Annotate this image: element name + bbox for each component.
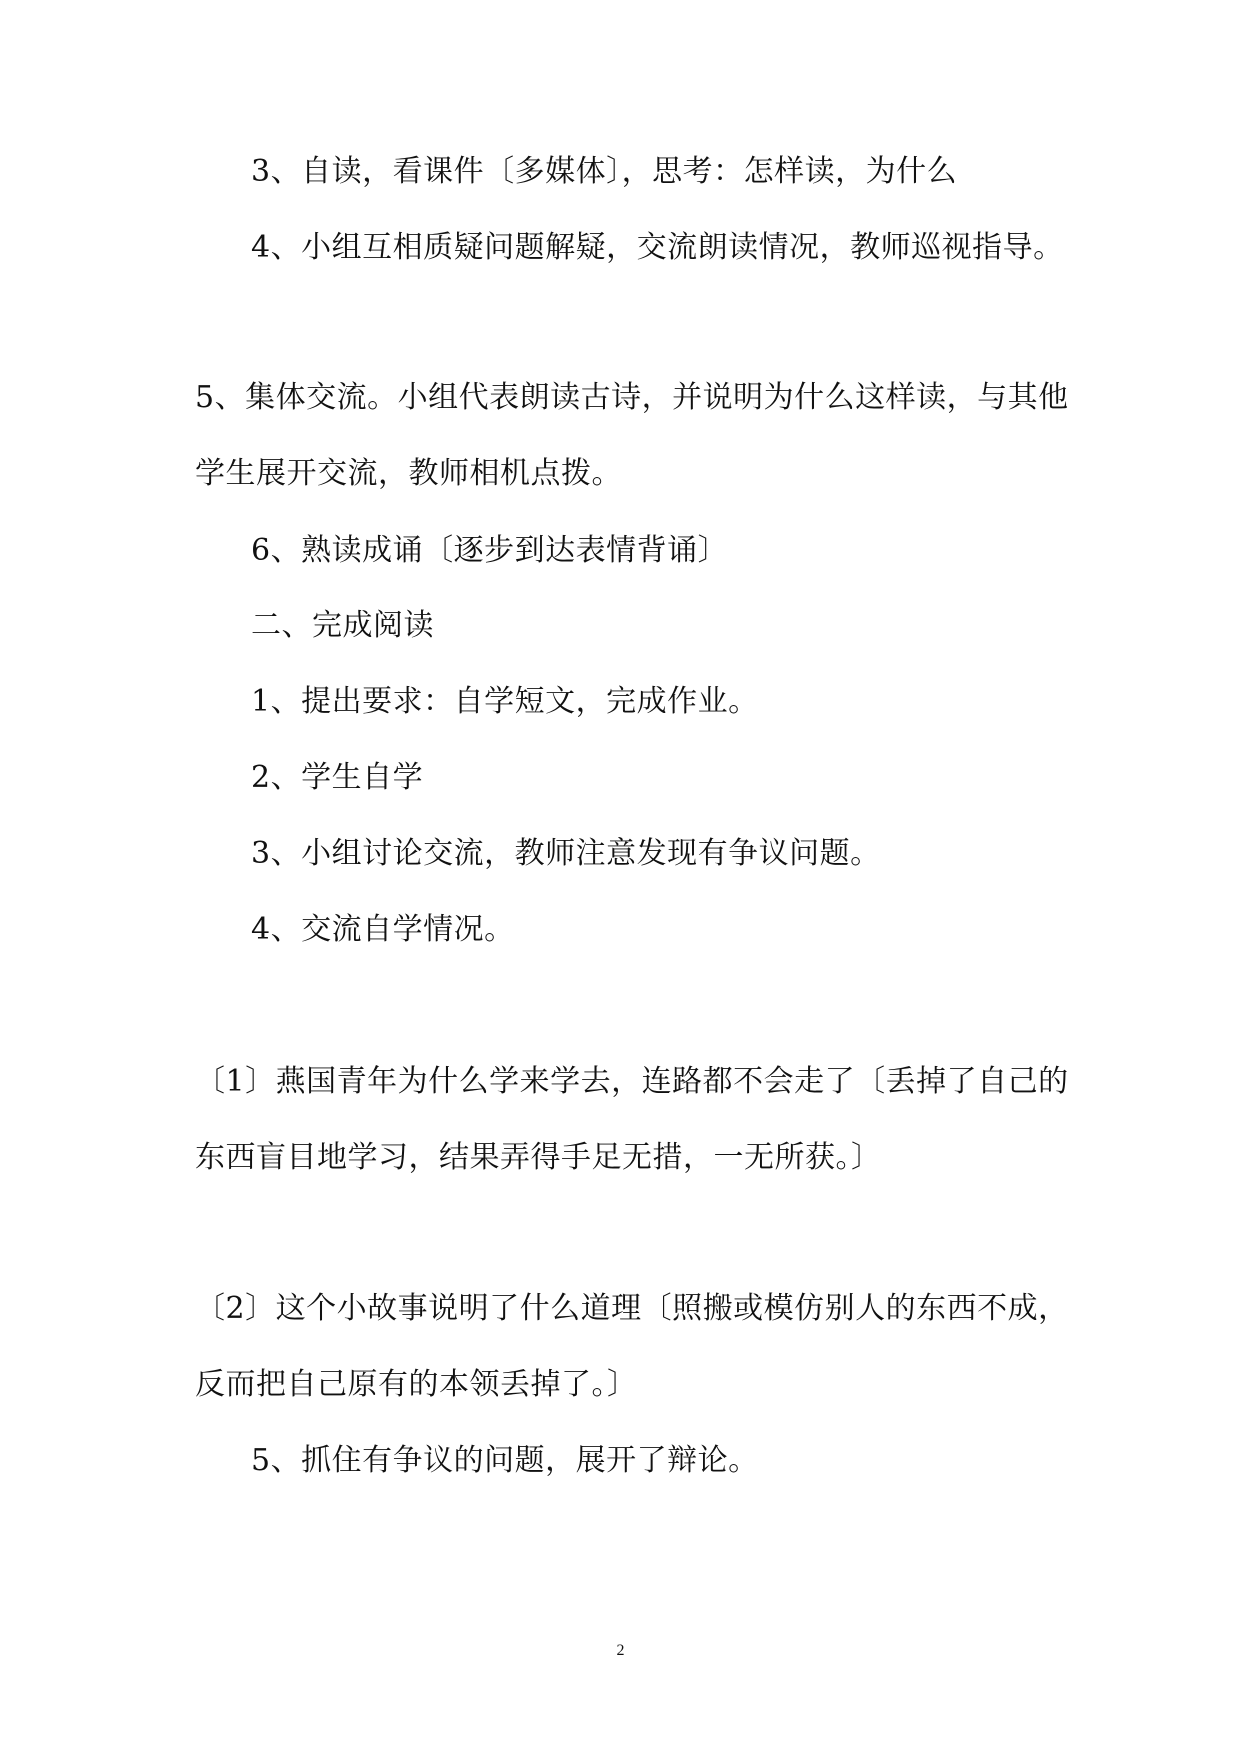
paragraph-line: 1、提出要求：自学短文，完成作业。 bbox=[251, 684, 759, 719]
paragraph-line: 〔2〕这个小故事说明了什么道理〔照搬或模仿别人的东西不成， bbox=[195, 1291, 1069, 1326]
paragraph-line: 3、自读，看课件〔多媒体〕，思考：怎样读，为什么 bbox=[251, 154, 958, 189]
paragraph-line: 2、学生自学 bbox=[251, 760, 424, 795]
paragraph-line: 5、集体交流。小组代表朗读古诗，并说明为什么这样读，与其他 bbox=[195, 380, 1069, 415]
paragraph-line: 5、抓住有争议的问题，展开了辩论。 bbox=[251, 1443, 759, 1478]
paragraph-line: 6、熟读成诵〔逐步到达表情背诵〕 bbox=[251, 533, 729, 568]
paragraph-line: 4、小组互相质疑问题解疑，交流朗读情况，教师巡视指导。 bbox=[251, 230, 1064, 265]
paragraph-line: 学生展开交流，教师相机点拨。 bbox=[195, 456, 622, 491]
paragraph-line: 4、交流自学情况。 bbox=[251, 912, 515, 947]
paragraph-line: 反而把自己原有的本领丢掉了。〕 bbox=[195, 1367, 638, 1402]
paragraph-line: 3、小组讨论交流，教师注意发现有争议问题。 bbox=[251, 836, 881, 871]
page-number: 2 bbox=[616, 1642, 625, 1659]
paragraph-line: 〔1〕燕国青年为什么学来学去，连路都不会走了〔丢掉了自己的 bbox=[195, 1064, 1069, 1099]
paragraph-line: 东西盲目地学习，结果弄得手足无措，一无所获。〕 bbox=[195, 1140, 882, 1175]
section-heading: 二、完成阅读 bbox=[251, 608, 434, 643]
